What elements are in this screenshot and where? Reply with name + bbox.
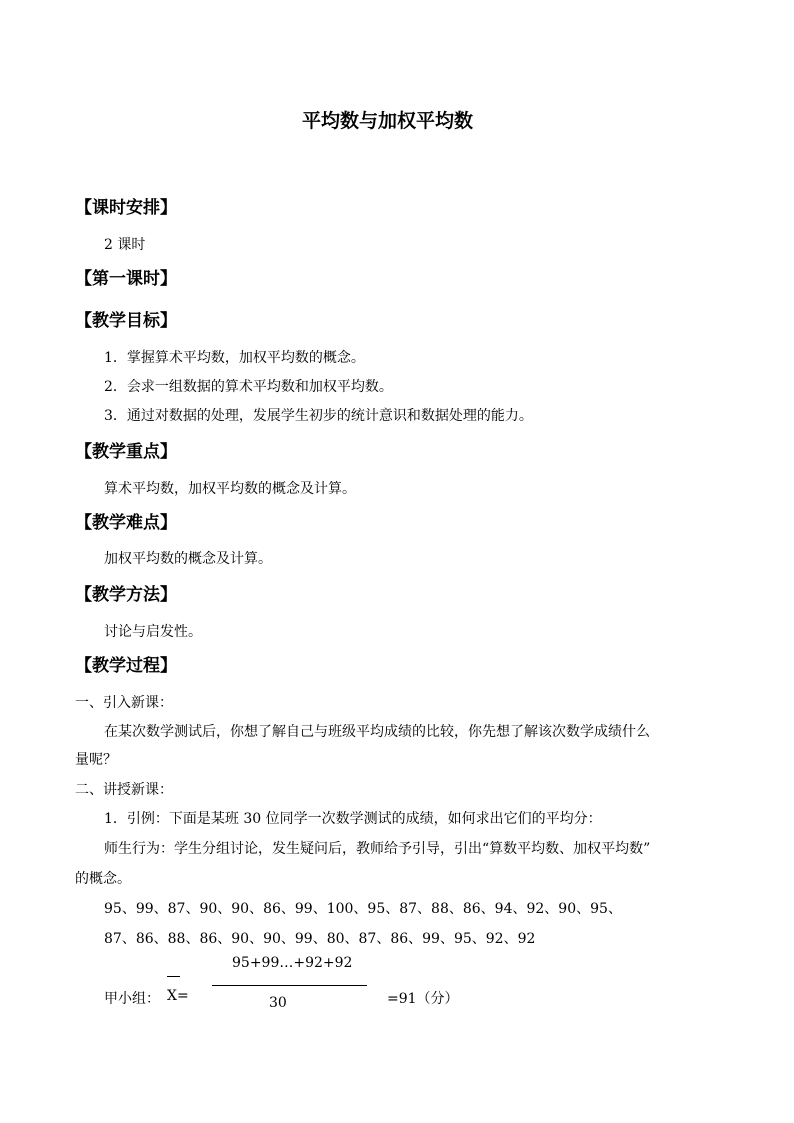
schedule-text: 2 课时 [104, 237, 146, 253]
formula-result: =91（分） [387, 991, 459, 1007]
formula-numerator: 95+99…+92+92 [232, 955, 353, 971]
formula-variable: X= [167, 988, 189, 1004]
methods-text: 讨论与启发性。 [104, 624, 202, 640]
heading-goals: 【教学目标】 [75, 311, 177, 331]
intro-heading: 一、引入新课： [75, 695, 173, 711]
fraction-bar [212, 985, 367, 986]
heading-difficulties: 【教学难点】 [75, 513, 177, 533]
example-text: 1．引例：下面是某班 30 位同学一次数学测试的成绩，如何求出它们的平均分： [104, 811, 602, 827]
key-points-text: 算术平均数，加权平均数的概念及计算。 [104, 481, 356, 497]
heading-lesson1: 【第一课时】 [75, 269, 177, 289]
x-bar [167, 976, 180, 977]
heading-key-points: 【教学重点】 [75, 442, 177, 462]
scores-line-2: 87、86、88、86、90、90、99、80、87、86、99、95、92、92 [104, 931, 536, 947]
goal-item-2: 2．会求一组数据的算术平均数和加权平均数。 [104, 379, 393, 395]
heading-methods: 【教学方法】 [75, 585, 177, 605]
activity-line-2: 的概念。 [75, 871, 131, 887]
heading-schedule: 【课时安排】 [75, 198, 177, 218]
new-lesson-heading: 二、讲授新课： [75, 782, 173, 798]
formula-group-label: 甲小组： [104, 991, 160, 1007]
activity-line-1: 师生行为：学生分组讨论，发生疑问后，教师给予引导，引出“算数平均数、加权平均数” [104, 841, 651, 857]
heading-process: 【教学过程】 [75, 656, 177, 676]
goal-item-3: 3．通过对数据的处理，发展学生初步的统计意识和数据处理的能力。 [104, 408, 533, 424]
formula-denominator: 30 [269, 995, 287, 1011]
intro-paragraph-line-1: 在某次数学测试后，你想了解自己与班级平均成绩的比较，你先想了解该次数学成绩什么 [104, 724, 650, 740]
difficulties-text: 加权平均数的概念及计算。 [104, 551, 272, 567]
goal-item-1: 1．掌握算术平均数，加权平均数的概念。 [104, 350, 365, 366]
page-title: 平均数与加权平均数 [302, 110, 474, 132]
scores-line-1: 95、99、87、90、90、86、99、100、95、87、88、86、94、92、90、95、 [104, 901, 622, 917]
intro-paragraph-line-2: 量呢？ [75, 752, 117, 768]
